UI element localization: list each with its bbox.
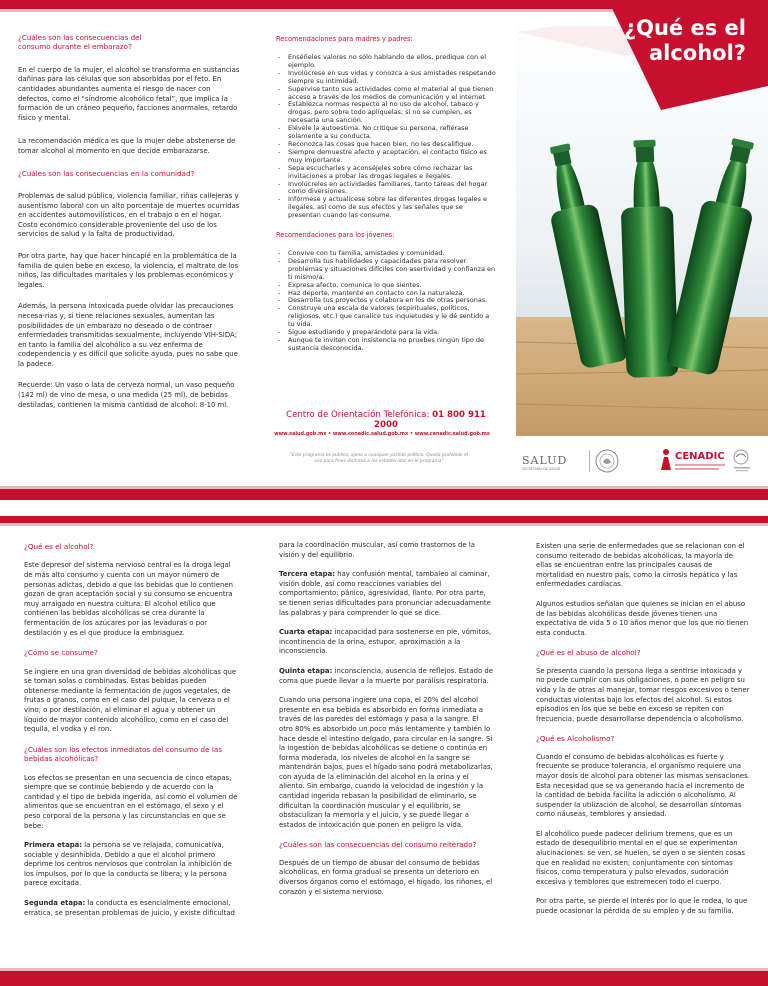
stage-three-text: hay confusión mental, tambaleo al caminar, visión doble, así como reacciones variables del comportamiento: pánico, agresividad, llanto. Por otra parte, se tienen serias dificultades para pronunciar adecuadamente las palabras y para comprender lo que se dice. [279, 570, 491, 617]
cover-title [624, 16, 746, 66]
text-what-is-alcohol: Este depresor del sistema nervioso central es la droga legal de más alto consumo y cuenta con un mayor número de personas adictas, debido a que las bebidas que lo contienen gozan de gran aceptación social y su consumo se encuentra muy arraigado en nuestra cultura. El alcohol etílico que contienen las bebidas alcohólicas se crea durante la fermentación de los azúcares por las levaduras o por destilación y es el que produce la embriaguez. [24, 561, 233, 637]
heading-how-consumed: ¿Cómo se consume? [24, 648, 98, 658]
top-left-column [18, 33, 243, 419]
parents-item: - Sepa escucharles y aconséjeles sobre cómo rechazar las invitaciones a probar las drogas legales e ilegales. [276, 165, 496, 181]
phone-line [279, 410, 493, 430]
parents-item: - Involúcrese en sus vidas y conozca a sus amistades respetando siempre su intimidad. [276, 70, 496, 86]
salud-logo [522, 454, 586, 471]
stage-two [24, 899, 240, 918]
heading-community: ¿Cuáles son las consecuencias en la comunidad? [18, 168, 195, 178]
upper-page-red-band [0, 489, 768, 500]
heading-repeated-consumption: ¿Cuáles son las consecuencias del consumo reiterado? [279, 840, 477, 850]
cenadic-underline-2 [675, 468, 719, 470]
lower-page-top-red-band [0, 516, 768, 523]
text-coordination: para la coordinación muscular, así como trastornos de la visión y del equilibrio. [279, 541, 475, 559]
phone-label: Centro de Orientación Telefónica: [286, 410, 430, 420]
text-how-consumed: Se ingiere en una gran diversidad de bebidas alcohólicas que se toman solas o combinadas. Estas bebidas pueden obtenerse mediante la fermentación de jugos vegetales, de frutas o granos, como en el caso del pulque, la cerveza o el vino; o por destilación, al eliminar el agua y obtener un líquido de mayor contenido alcohólico, como en el caso del tequila, el vodka y el ron. [24, 667, 237, 734]
parents-item: - Establezca normas respecto al no uso de alcohol, tabaco y drogas, pero sobre todo aplíquelas; si no se cumplen, es necesaria una sanción. [276, 101, 496, 125]
youth-recommendations-list [276, 250, 496, 353]
heading-what-is-alcohol: ¿Qué es el alcohol? [24, 542, 94, 551]
stage-five-label: Quinta etapa: [279, 666, 333, 675]
stage-four-text: incapacidad para sostenerse en pie, vómitos, incontinencia de la orina, estupor, aproximación a la inconsciencia. [279, 628, 492, 656]
stage-three [279, 570, 493, 618]
cenadic-figure-icon [658, 448, 674, 472]
cenadic-logo-text: CENADIC [675, 451, 725, 462]
program-disclaimer: "Este programa es público, ajeno a cualquier partido político. Queda prohibido el uso para fines distintos a los establecidos en el programa" [290, 453, 468, 464]
cover-title-line1: ¿Qué es el [623, 16, 746, 40]
youth-item: - Haz deporte, mantente en contacto con la naturaleza. [276, 290, 496, 298]
conadic-logo-icon [730, 448, 754, 474]
bottom-left-column [24, 542, 240, 918]
youth-item: - Desarrolla tus habilidades y capacidades para resolver problemas y situaciones difíciles con asertividad y confianza en ti mismo/a. [276, 258, 496, 282]
parents-item: - Elévele la autoestima. No critique su persona, refiérase solamente a su conducta. [276, 125, 496, 141]
stage-five-text: inconsciencia, ausencia de reflejos. Estado de coma que puede llevar a la muerte por parálisis respiratoria. [279, 666, 493, 685]
stage-five [279, 667, 493, 686]
text-loss-of-interest: Por otra parte, se pierde el interés por lo que le rodea, lo que puede ocasionar la pérdida de su empleo y de su familia. [536, 897, 748, 916]
stage-one-text: la persona se ve relajada, comunicativa, sociable y desinhibida. Debido a que el alcohol primero deprime los centros nerviosos que controlan la inhibición de los impulsos, por lo que la conducta se libera; y la persona parece excitada. [24, 841, 232, 888]
text-absorption: Cuando una persona ingiere una copa, el 20% del alcohol presente en esa bebida es absorbido en forma inmediata a través de las paredes del estómago y pasa a la sangre. El otro 80% es absorbido un poco más lentamente y también lo hace desde el intestino delgado, para circular en la sangre. Si la ingestión de bebidas alcohólicas se detiene o continúa en forma moderada, los niveles de alcohol en la sangre se mantendrán bajos, pues el hígado sano podrá metabolizarlas, con ayuda de la eliminación del alcohol en la orina y el aliento. Sin embargo, cuando la velocidad de ingestión y la cantidad ingerida rebasan la posibilidad de eliminarlo, se dificultan la coordinación muscular y el equilibrio, se obstaculizan la memoria y el juicio, y se puede llegar a estados de intoxicación que ponen en peligro la vida. [279, 696, 493, 829]
parents-item: - Involúcreles en actividades familiares, tanto tareas del hogar como diversiones. [276, 181, 496, 197]
youth-item: - Convive con tu familia, amistades y comunidad. [276, 250, 496, 258]
cover-title-line2: alcohol? [648, 41, 746, 65]
stage-four-label: Cuarta etapa: [279, 628, 333, 637]
bottom-right-column [536, 542, 750, 917]
text-delirium-tremens: El alcohólico puede padecer delirium tremens, que es un estado de desequilibrio mental en el que se experimentan alucinaciones: se ven, se huelen, se oyen o se sienten cosas que en realidad no existen; conjuntamente con síntomas físicos, como temperatura y pulso elevados, sudoración excesiva y temblores que estremecen todo el cuerpo. [536, 829, 745, 886]
cenadic-underline [675, 464, 725, 466]
youth-item: - Expresa afecto, comunica lo que sientes. [276, 282, 496, 290]
parents-item: - Supervise tanto sus actividades como el material al que tienen acceso a través de los medios de comunicación y el internet. [276, 86, 496, 102]
logo-divider [589, 450, 590, 472]
youth-item: - Construye una escala de valores (espirituales, políticos, religiosos, etc.) que canalice tus inquietudes y le dé sentido a tu vida. [276, 305, 496, 329]
logos-bar [516, 436, 768, 486]
stage-two-text: la conducta es esencialmente emocional, errática, se presentan problemas de juicio, y existe dificultad [24, 899, 235, 917]
stage-three-label: Tercera etapa: [279, 570, 336, 579]
website-urls[interactable]: www.salud.gob.mx • www.conadic.salud.gob.mx • www.cenadic.salud.gob.mx [274, 431, 490, 437]
parents-item: - Reconozca las cosas que hacen bien, no les descalifique. [276, 141, 496, 149]
heading-alcohol-abuse: ¿Qué es el abuso de alcohol? [536, 648, 641, 658]
salud-logo-subtitle: SECRETARÍA DE SALUD [522, 467, 561, 471]
heading-pregnancy: ¿Cuáles son las consecuencias del consumo durante el embarazo? [18, 33, 142, 52]
text-alcoholism: Cuando el consumo de bebidas alcohólicas es fuerte y frecuente se produce tolerancia, el organismo requiere una mayor dosis de alcohol para obtener las mismas sensaciones. Esta necesidad que se va generando hacia el incremento de la cantidad de bebida facilita la adicción o alcoholismo. Al suspender la utilización de alcohol, se desarrollan síntomas como náuseas, temblores y ansiedad. [536, 752, 750, 819]
text-pregnancy: En el cuerpo de la mujer, el alcohol se transforma en sustancias dañinas para las células que son absorbidas por el feto. En cantidades abundantes aumenta el riesgo de nacer con defectos, como el “síndrome alcohólico fetal”, que implica la formación de un cráneo pequeño, facciones anormales, retardo físico y mental. [18, 65, 240, 122]
bottom-red-band [0, 971, 768, 986]
text-family-problems: Por otra parte, hay que hacer hincapié en la problemática de la familia de quien bebe en exceso, la violencia, el maltrato de los niños, las dificultades maritales y los problemas económicos y legales. [18, 251, 239, 289]
parents-item: - Enséñeles valores no sólo hablando de ellos, predique con el ejemplo. [276, 54, 496, 70]
text-alcohol-abuse: Se presenta cuando la persona llega a sentirse intoxicada y no puede cumplir con sus obligaciones, o pone en peligro su vida y la de otras al manejar, tomar riesgos excesivos o tener conductas violentas bajo los efectos del alcohol. Si estos episodios en los que se bebe en exceso se repiten con frecuencia, puede desarrollarse dependencia o alcoholismo. [536, 666, 750, 723]
text-community: Problemas de salud pública, violencia familiar, riñas callejeras y ausentismo laboral con un alto porcentaje de muertes ocurridas en accidentes automovilísticos, en el trabajo o en el hogar. Costo económico considerable proveniente del uso de los servicios de salud y la falta de productividad. [18, 191, 240, 239]
youth-item: - Sigue estudiando y preparándote para la vida. [276, 329, 496, 337]
stage-four [279, 628, 493, 657]
youth-item: - Aunque te inviten con insistencia no pruebes ningún tipo de sustancia desconocida. [276, 337, 496, 353]
top-middle-column [276, 35, 496, 353]
youth-item: - Desarrolla tus proyectos y colabora en los de otras personas. [276, 297, 496, 305]
heading-alcoholism: ¿Qué es Alcoholismo? [536, 734, 615, 744]
phone-number[interactable]: 01 800 911 2000 [374, 410, 486, 430]
parents-item: - Siempre demuestre afecto y aceptación, el contacto físico es muy importante. [276, 149, 496, 165]
text-medical-recommendation: La recomendación médica es que la mujer debe abstenerse de tomar alcohol al momento en que decide embarazarse. [18, 137, 236, 155]
parents-item: - Infórmese y actualícese sobre las diferentes drogas legales e ilegales, así como de sus efectos y las señales que se presentan cuando las consume. [276, 196, 496, 220]
parents-recommendations-list [276, 54, 496, 220]
heading-youth-recommendations: Recomendaciones para los jóvenes: [276, 231, 395, 240]
stage-one-label: Primera etapa: [24, 841, 83, 850]
salud-logo-text: SALUD [522, 454, 568, 467]
text-related-diseases: Existen una serie de enfermedades que se relacionan con el consumo reiterado de bebidas alcohólicas, la mayoría de ellas se encuentran entre las principales causas de mortalidad en nuestro país, como la cirrosis hepática y las enfermedades cardíacas. [536, 542, 745, 589]
text-repeated-consumption: Después de un tiempo de abusar del consumo de bebidas alcohólicas, en forma gradual se presenta un deterioro en diversos órganos como el estómago, el hígado, los riñones, el corazón y el sistema nervioso. [279, 858, 493, 896]
stage-two-label: Segunda etapa: [24, 899, 86, 908]
stage-one [24, 841, 240, 889]
text-remember: Recuerde: Un vaso o lata de cerveza normal, un vaso pequeño (142 ml) de vino de mesa, o una medida (25 ml). de bebidas destiladas, contienen la misma cantidad de alcohol: 8-10 ml. [18, 381, 235, 409]
heading-immediate-effects: ¿Cuáles son los efectos inmediatos del consumo de las bebidas alcohólicas? [24, 744, 222, 764]
bottom-middle-column [279, 541, 493, 897]
national-seal-icon [594, 448, 620, 474]
text-immediate-effects: Los efectos se presentan en una secuencia de cinco etapas, siempre que se continúe bebiendo y de acuerdo con la cantidad y el tipo de bebida ingerida, así como el volumen de alimentos que se encuentran en el estómago, el sexo y el peso corporal de la persona y las circunstancias en que se bebe: [24, 773, 238, 830]
text-intoxicated-person: Además, la persona intoxicada puede olvidar las precauciones necesa-rias y, si tiene relaciones sexuales, aumentan las posibilidades de un embarazo no deseado o de contraer enfermedades transmitidas sexualmente, incluyendo VIH-SIDA; en tanto la familia del alcohólico a su vez enferma de codependencia y es difícil que solicite ayuda, pues no sabe que la padece. [18, 302, 238, 368]
lower-page-top-pink-stripe [0, 523, 768, 526]
heading-parents-recommendations: Recomendaciones para madres y padres: [276, 35, 413, 43]
text-life-expectancy: Algunos estudios señalan que quienes se inician en el abuso de las bebidas alcohólicas desde jóvenes tienen una expectativa de vida 5 o 10 años menor que los que no tienen esta conducta. [536, 599, 749, 637]
